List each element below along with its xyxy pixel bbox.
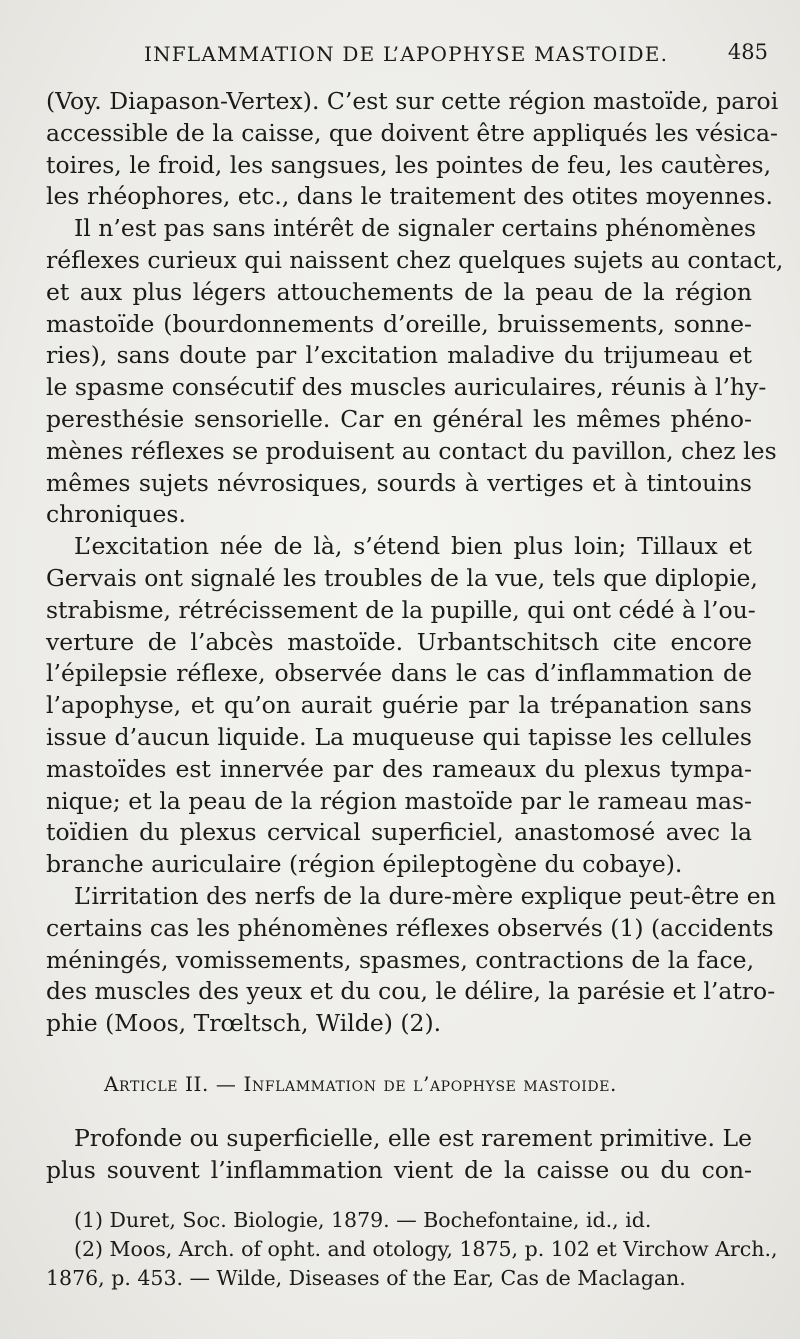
text-line: nique; et la peau de la région mastoïde par le rameau mas-	[46, 786, 752, 815]
text-line: toïdien du plexus cervical superficiel, anastomosé avec la	[46, 818, 752, 847]
running-title: INFLAMMATION DE L’APOPHYSE MASTOIDE.	[144, 42, 669, 66]
paragraph	[46, 881, 776, 1040]
text-line: (Voy. Diapason-Vertex). C’est sur cette région mastoïde, paroi	[46, 87, 779, 115]
paragraph	[46, 531, 758, 881]
text-line: chroniques.	[46, 500, 186, 529]
text-line: mastoïde (bourdonnements d’oreille, bruissements, sonne-	[46, 309, 752, 338]
paragraph	[46, 213, 784, 531]
text-line: toires, le froid, les sangsues, les pointes de feu, les cautères,	[46, 150, 772, 179]
text-line: Il n’est pas sans intérêt de signaler certains phénomènes	[74, 214, 757, 243]
text-line: réflexes curieux qui naissent chez quelques sujets au contact,	[46, 245, 784, 274]
text-line: plus souvent l’inflammation vient de la caisse ou du con-	[46, 1155, 752, 1184]
text-line: L’irritation des nerfs de la dure-mère explique peut-être en	[74, 881, 776, 910]
text-line: l’épilepsie réflexe, observée dans le cas d’inflammation de	[46, 659, 752, 688]
article-heading: Article II. — Inflammation de l’apophyse mastoide.	[104, 1072, 617, 1096]
text-line: Gervais ont signalé les troubles de la vue, tels que diplopie,	[46, 563, 758, 592]
text-line: méningés, vomissements, spasmes, contractions de la face,	[46, 945, 755, 974]
text-line: des muscles des yeux et du cou, le délire, la parésie et l’atro-	[46, 977, 776, 1006]
paragraph	[46, 86, 779, 213]
text-line: phie (Moos, Trœltsch, Wilde) (2).	[46, 1009, 442, 1038]
text-line: accessible de la caisse, que doivent être appliqués les vésica-	[46, 118, 778, 147]
text-line: l’apophyse, et qu’on aurait guérie par la trépanation sans	[46, 691, 752, 720]
text-line: le spasme consécutif des muscles auriculaires, réunis à l’hy-	[46, 373, 767, 402]
text-line: ries), sans doute par l’excitation maladive du trijumeau et	[46, 341, 752, 370]
running-header	[46, 42, 772, 76]
text-line: et aux plus légers attouchements de la peau de la région	[46, 277, 752, 306]
page-number: 485	[727, 40, 768, 64]
text-line: strabisme, rétrécissement de la pupille, qui ont cédé à l’ou-	[46, 595, 756, 624]
continuation-paragraph	[46, 1123, 752, 1187]
text-line: mènes réflexes se produisent au contact du pavillon, chez les	[46, 436, 777, 465]
text-line: branche auriculaire (région épileptogène du cobaye).	[46, 850, 683, 879]
text-line: certains cas les phénomènes réflexes observés (1) (accidents	[46, 913, 774, 942]
text-line: Profonde ou superficielle, elle est rarement primitive. Le	[74, 1124, 752, 1152]
footnotes	[46, 1206, 778, 1293]
text-line: mastoïdes est innervée par des rameaux du plexus tympa-	[46, 754, 752, 783]
main-text	[46, 86, 784, 1040]
footnote-line: (2) Moos, Arch. of opht. and otology, 1875, p. 102 et Virchow Arch.,	[74, 1237, 778, 1261]
footnote-line: (1) Duret, Soc. Biologie, 1879. — Bochefontaine, id., id.	[74, 1208, 652, 1232]
text-line: mêmes sujets névrosiques, sourds à vertiges et à tintouins	[46, 468, 752, 497]
footnote-line: 1876, p. 453. — Wilde, Diseases of the Ear, Cas de Maclagan.	[46, 1266, 686, 1290]
text-line: verture de l’abcès mastoïde. Urbantschitsch cite encore	[46, 627, 752, 656]
text-line: les rhéophores, etc., dans le traitement des otites moyennes.	[46, 182, 773, 211]
text-line: L’excitation née de là, s’étend bien plus loin; Tillaux et	[74, 532, 752, 561]
text-line: issue d’aucun liquide. La muqueuse qui tapisse les cellules	[46, 722, 752, 751]
text-line: peresthésie sensorielle. Car en général les mêmes phéno-	[46, 404, 752, 433]
